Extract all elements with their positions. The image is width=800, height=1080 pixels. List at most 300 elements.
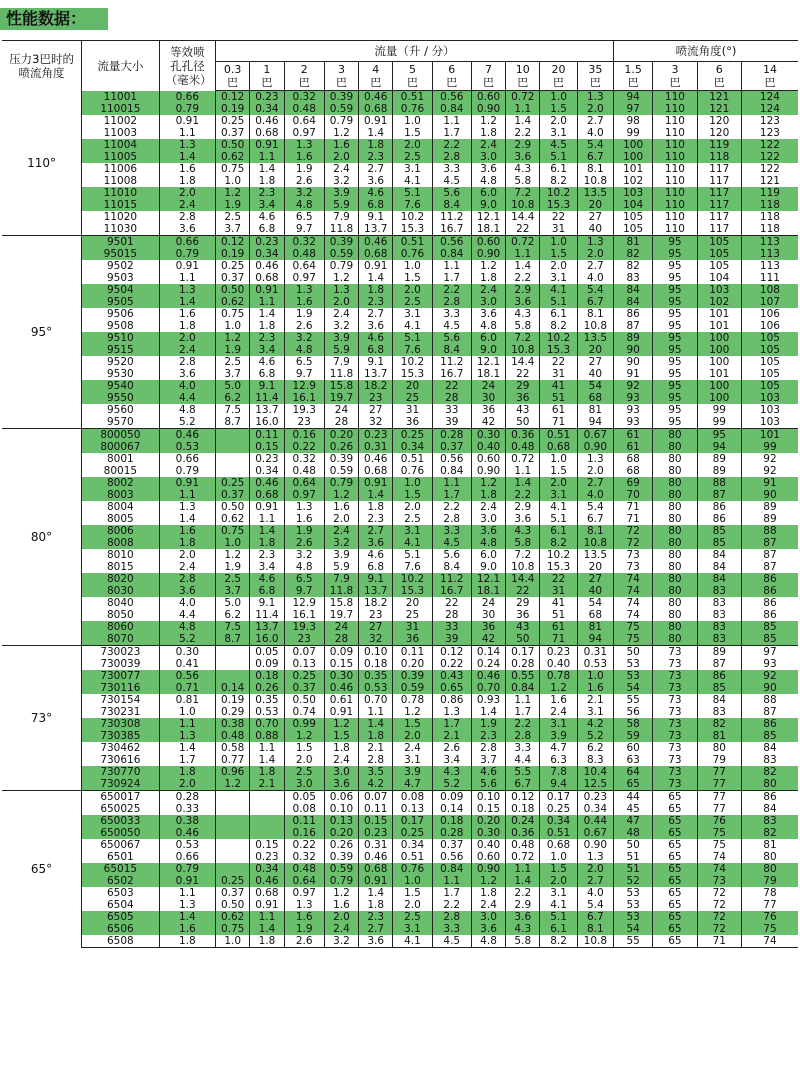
size-cell: 8006: [82, 525, 160, 537]
angle-cell: 86: [741, 573, 798, 585]
flow-cell: 0.23: [540, 646, 577, 659]
flow-cell: 1.2: [393, 706, 432, 718]
flow-cell: 3.0: [471, 513, 505, 525]
angle-cell: 123: [741, 115, 798, 127]
flow-cell: 3.1: [540, 272, 577, 284]
table-row: [2, 139, 798, 151]
flow-cell: 1.0: [216, 175, 250, 187]
flow-cell: 5.4: [577, 139, 613, 151]
table-row: [2, 368, 798, 380]
flow-cell: 0.59: [324, 103, 358, 115]
flow-cell: 10.2: [393, 573, 432, 585]
angle-cell: 95: [653, 368, 697, 380]
flow-cell: 0.34: [577, 803, 613, 815]
flow-cell: 3.9: [324, 332, 358, 344]
flow-cell: 36: [471, 621, 505, 633]
flow-cell: 20: [577, 561, 613, 573]
angle-cell: 80: [653, 465, 697, 477]
angle-cell: 65: [653, 935, 697, 948]
flow-cell: 0.51: [393, 236, 432, 249]
flow-cell: 0.56: [432, 453, 471, 465]
flow-cell: 5.4: [577, 284, 613, 296]
flow-cell: 0.84: [432, 863, 471, 875]
size-cell: 8003: [82, 489, 160, 501]
flow-cell: 15.3: [540, 344, 577, 356]
flow-cell: 0.90: [471, 863, 505, 875]
flow-cell: 4.8: [471, 537, 505, 549]
flow-cell: 16.1: [284, 392, 324, 404]
table-row: [2, 875, 798, 887]
angle-cell: 61: [614, 429, 653, 442]
flow-cell: 20: [393, 380, 432, 392]
size-cell: 730231: [82, 706, 160, 718]
angle-cell: 92: [741, 670, 798, 682]
orifice-cell: 2.8: [159, 356, 215, 368]
flow-cell: 22: [432, 380, 471, 392]
flow-cell: 0.10: [359, 646, 393, 659]
table-row: [2, 296, 798, 308]
flow-cell: 0.58: [216, 742, 250, 754]
angle-cell: 65: [653, 923, 697, 935]
table-row: [2, 923, 798, 935]
flow-cell: 36: [506, 609, 540, 621]
angle-cell: 84: [697, 561, 741, 573]
flow-cell: 3.7: [471, 754, 505, 766]
flow-cell: 7.2: [506, 549, 540, 561]
angle-cell: 118: [741, 199, 798, 211]
flow-cell: 16.1: [284, 609, 324, 621]
angle-cell: 65: [653, 911, 697, 923]
size-cell: 8010: [82, 549, 160, 561]
flow-cell: 19.7: [324, 392, 358, 404]
flow-cell: 1.8: [250, 175, 284, 187]
flow-cell: 1.6: [324, 139, 358, 151]
size-cell: 95015: [82, 248, 160, 260]
flow-cell: 0.97: [284, 127, 324, 139]
table-row: [2, 754, 798, 766]
table-row: [2, 344, 798, 356]
flow-cell: 0.14: [471, 646, 505, 659]
flow-cell: [216, 827, 250, 839]
flow-cell: 2.4: [540, 706, 577, 718]
flow-cell: 71: [540, 633, 577, 646]
flow-cell: 20: [577, 344, 613, 356]
flow-cell: 3.6: [359, 320, 393, 332]
flow-cell: 0.18: [359, 658, 393, 670]
flow-cell: 1.2: [216, 778, 250, 791]
flow-cell: 0.13: [324, 815, 358, 827]
angle-cell: 95: [653, 380, 697, 392]
angle-cell: 80: [653, 489, 697, 501]
table-row: [2, 211, 798, 223]
angle-cell: 105: [741, 368, 798, 380]
table-row: [2, 839, 798, 851]
flow-cell: 5.4: [577, 501, 613, 513]
header-flow-pressure: 10 巴: [506, 62, 540, 91]
flow-cell: 4.2: [577, 718, 613, 730]
angle-cell: 86: [741, 791, 798, 804]
angle-cell: 76: [697, 815, 741, 827]
table-row: [2, 260, 798, 272]
flow-cell: 0.97: [284, 272, 324, 284]
angle-cell: 72: [697, 911, 741, 923]
orifice-cell: 2.8: [159, 573, 215, 585]
angle-cell: 118: [741, 211, 798, 223]
orifice-cell: 0.66: [159, 91, 215, 104]
angle-cell: 110: [653, 115, 697, 127]
flow-cell: 2.8: [359, 754, 393, 766]
flow-cell: 0.53: [359, 682, 393, 694]
flow-cell: 13.5: [577, 332, 613, 344]
angle-cell: 95: [653, 356, 697, 368]
angle-cell: 101: [697, 320, 741, 332]
flow-cell: 0.51: [393, 851, 432, 863]
flow-cell: 12.1: [471, 356, 505, 368]
size-cell: 8060: [82, 621, 160, 633]
orifice-cell: 5.2: [159, 633, 215, 646]
flow-cell: 0.25: [216, 115, 250, 127]
flow-cell: 6.3: [540, 754, 577, 766]
angle-cell: 65: [653, 827, 697, 839]
angle-cell: 69: [614, 477, 653, 489]
flow-cell: 0.31: [359, 441, 393, 453]
flow-cell: 0.48: [284, 863, 324, 875]
flow-cell: 0.13: [284, 658, 324, 670]
header-angle: 压力3巴时的喷流角度: [2, 41, 82, 91]
flow-cell: 0.18: [250, 670, 284, 682]
flow-cell: 0.24: [471, 658, 505, 670]
angle-cell: 119: [741, 187, 798, 199]
angle-cell: 80: [653, 501, 697, 513]
orifice-cell: 0.79: [159, 248, 215, 260]
angle-cell: 71: [697, 935, 741, 948]
flow-cell: 9.4: [540, 778, 577, 791]
flow-cell: 2.5: [393, 911, 432, 923]
flow-cell: 4.1: [540, 501, 577, 513]
flow-cell: 2.2: [506, 489, 540, 501]
orifice-cell: 1.0: [159, 706, 215, 718]
angle-cell: 80: [653, 633, 697, 646]
table-row: [2, 827, 798, 839]
flow-cell: 10.2: [393, 356, 432, 368]
flow-cell: 1.3: [577, 236, 613, 249]
angle-cell: 105: [697, 260, 741, 272]
flow-cell: 5.4: [577, 899, 613, 911]
flow-cell: 2.2: [506, 718, 540, 730]
angle-cell: 97: [614, 103, 653, 115]
flow-cell: 11.2: [432, 356, 471, 368]
flow-cell: 0.75: [216, 525, 250, 537]
angle-cell: 92: [741, 453, 798, 465]
angle-cell: 54: [614, 682, 653, 694]
flow-cell: 1.8: [359, 730, 393, 742]
flow-cell: 0.51: [393, 453, 432, 465]
orifice-cell: 1.3: [159, 899, 215, 911]
angle-cell: 103: [741, 404, 798, 416]
table-row: [2, 537, 798, 549]
angle-cell: 100: [697, 356, 741, 368]
flow-cell: 4.1: [393, 320, 432, 332]
size-cell: 9505: [82, 296, 160, 308]
flow-cell: 3.3: [432, 525, 471, 537]
flow-cell: 0.46: [324, 682, 358, 694]
angle-cell: 99: [741, 441, 798, 453]
table-row: [2, 863, 798, 875]
flow-cell: 0.76: [393, 248, 432, 260]
orifice-cell: 4.8: [159, 621, 215, 633]
flow-cell: [216, 658, 250, 670]
flow-cell: 0.12: [506, 791, 540, 804]
flow-cell: 0.97: [284, 489, 324, 501]
flow-cell: 3.6: [359, 537, 393, 549]
flow-cell: 3.0: [471, 911, 505, 923]
flow-cell: 9.7: [284, 223, 324, 236]
table-row: [2, 453, 798, 465]
flow-cell: 11.2: [432, 211, 471, 223]
flow-cell: 4.1: [540, 899, 577, 911]
flow-cell: 8.1: [577, 308, 613, 320]
flow-cell: 23: [359, 609, 393, 621]
flow-cell: 3.2: [324, 175, 358, 187]
flow-cell: 1.0: [540, 851, 577, 863]
flow-cell: 2.2: [506, 887, 540, 899]
flow-cell: 0.11: [393, 646, 432, 659]
flow-cell: 0.12: [432, 646, 471, 659]
table-row: [2, 103, 798, 115]
flow-cell: 1.4: [471, 706, 505, 718]
table-row: [2, 392, 798, 404]
flow-cell: 2.4: [324, 308, 358, 320]
angle-cell: 91: [741, 477, 798, 489]
size-cell: 650050: [82, 827, 160, 839]
flow-cell: 3.1: [540, 489, 577, 501]
angle-cell: 65: [653, 887, 697, 899]
angle-cell: 75: [697, 827, 741, 839]
angle-cell: 50: [614, 839, 653, 851]
angle-cell: 58: [614, 718, 653, 730]
table-row: [2, 851, 798, 863]
angle-cell: 86: [697, 513, 741, 525]
size-cell: 730770: [82, 766, 160, 778]
flow-cell: [216, 839, 250, 851]
flow-cell: 3.6: [506, 513, 540, 525]
orifice-cell: 0.71: [159, 682, 215, 694]
flow-cell: 2.7: [359, 525, 393, 537]
flow-cell: 0.34: [393, 441, 432, 453]
flow-cell: 0.75: [216, 163, 250, 175]
flow-cell: 1.8: [250, 935, 284, 948]
flow-cell: 23: [284, 633, 324, 646]
angle-cell: 59: [614, 730, 653, 742]
flow-cell: 1.2: [471, 260, 505, 272]
flow-cell: 0.48: [216, 730, 250, 742]
size-cell: 650017: [82, 791, 160, 804]
flow-cell: 1.7: [506, 706, 540, 718]
flow-cell: 0.72: [506, 236, 540, 249]
flow-cell: 0.74: [284, 706, 324, 718]
flow-cell: 13.7: [359, 585, 393, 597]
table-row: [2, 248, 798, 260]
flow-cell: 2.2: [432, 284, 471, 296]
flow-cell: 0.78: [393, 694, 432, 706]
flow-cell: 6.0: [471, 549, 505, 561]
table-row: [2, 682, 798, 694]
flow-cell: 16.0: [250, 416, 284, 429]
flow-cell: 0.68: [250, 127, 284, 139]
angle-cell: 77: [697, 791, 741, 804]
angle-cell: 83: [697, 706, 741, 718]
flow-cell: 0.11: [250, 429, 284, 442]
angle-cell: 56: [614, 706, 653, 718]
orifice-cell: 0.30: [159, 646, 215, 659]
table-row: [2, 791, 798, 804]
angle-cell: 107: [741, 296, 798, 308]
flow-cell: 8.4: [432, 199, 471, 211]
angle-cell: 117: [697, 175, 741, 187]
flow-cell: 2.8: [432, 513, 471, 525]
flow-cell: 1.7: [432, 718, 471, 730]
flow-cell: 3.3: [432, 308, 471, 320]
flow-cell: 0.34: [250, 465, 284, 477]
flow-cell: 0.39: [324, 453, 358, 465]
flow-cell: 0.40: [471, 441, 505, 453]
flow-cell: 0.40: [540, 658, 577, 670]
flow-cell: 5.2: [577, 730, 613, 742]
orifice-cell: 0.38: [159, 815, 215, 827]
size-cell: 730023: [82, 646, 160, 659]
flow-cell: 15.3: [393, 368, 432, 380]
flow-cell: 29: [506, 380, 540, 392]
flow-cell: 24: [471, 380, 505, 392]
flow-cell: 0.51: [393, 91, 432, 104]
size-cell: 8004: [82, 501, 160, 513]
angle-cell: 87: [741, 561, 798, 573]
table-row: [2, 91, 798, 104]
size-cell: 9550: [82, 392, 160, 404]
flow-cell: [216, 646, 250, 659]
flow-cell: 6.5: [284, 356, 324, 368]
angle-cell: 81: [741, 839, 798, 851]
flow-cell: 0.34: [540, 815, 577, 827]
angle-cell: 89: [741, 513, 798, 525]
flow-cell: 1.1: [506, 694, 540, 706]
flow-cell: 1.1: [506, 465, 540, 477]
flow-cell: 5.6: [471, 778, 505, 791]
angle-cell: 71: [614, 501, 653, 513]
flow-cell: 36: [393, 416, 432, 429]
flow-cell: 1.4: [359, 718, 393, 730]
flow-cell: 0.37: [432, 839, 471, 851]
flow-cell: 1.2: [216, 549, 250, 561]
flow-cell: 0.16: [284, 827, 324, 839]
page-title: 性能数据：: [6, 9, 87, 28]
orifice-cell: 4.4: [159, 392, 215, 404]
flow-cell: 2.9: [506, 139, 540, 151]
flow-cell: 3.6: [471, 525, 505, 537]
flow-cell: 0.29: [216, 706, 250, 718]
flow-cell: 1.5: [393, 718, 432, 730]
table-row: [2, 236, 798, 249]
table-row: [2, 465, 798, 477]
angle-cell: 111: [741, 272, 798, 284]
flow-cell: 0.10: [324, 803, 358, 815]
flow-cell: 0.67: [577, 827, 613, 839]
flow-cell: 19.3: [284, 404, 324, 416]
angle-cell: 121: [741, 175, 798, 187]
flow-cell: 3.6: [506, 296, 540, 308]
flow-cell: 1.8: [471, 489, 505, 501]
orifice-cell: 0.46: [159, 827, 215, 839]
flow-cell: 8.2: [540, 320, 577, 332]
flow-cell: 0.50: [216, 284, 250, 296]
size-cell: 11008: [82, 175, 160, 187]
flow-cell: 18.1: [471, 585, 505, 597]
flow-cell: [216, 429, 250, 442]
performance-table: [2, 40, 798, 948]
size-cell: 6508: [82, 935, 160, 948]
angle-cell: 75: [741, 923, 798, 935]
flow-cell: 6.0: [471, 332, 505, 344]
flow-cell: 4.8: [471, 935, 505, 948]
size-cell: 730039: [82, 658, 160, 670]
orifice-cell: 0.66: [159, 236, 215, 249]
flow-cell: 2.3: [250, 332, 284, 344]
title-bar: [0, 0, 800, 36]
angle-cell: 122: [741, 163, 798, 175]
angle-cell: 85: [741, 730, 798, 742]
flow-cell: 0.53: [577, 658, 613, 670]
flow-cell: 0.28: [432, 429, 471, 442]
flow-cell: 0.64: [284, 477, 324, 489]
angle-cell: 77: [697, 803, 741, 815]
angle-cell: 120: [697, 115, 741, 127]
flow-cell: 0.30: [471, 827, 505, 839]
angle-cell: 100: [614, 139, 653, 151]
flow-cell: 3.1: [393, 923, 432, 935]
flow-cell: 0.09: [250, 658, 284, 670]
flow-cell: 0.20: [324, 827, 358, 839]
flow-cell: 12.9: [284, 597, 324, 609]
flow-cell: 0.59: [393, 682, 432, 694]
flow-cell: 1.2: [324, 489, 358, 501]
angle-cell: 110: [653, 175, 697, 187]
flow-cell: 94: [577, 416, 613, 429]
flow-cell: 10.8: [506, 344, 540, 356]
orifice-cell: 1.1: [159, 718, 215, 730]
header-flow-pressure: 1 巴: [250, 62, 284, 91]
flow-cell: 0.68: [250, 272, 284, 284]
flow-cell: 0.51: [540, 827, 577, 839]
angle-cell: 93: [741, 658, 798, 670]
table-row: [2, 513, 798, 525]
flow-cell: 1.0: [540, 236, 577, 249]
flow-cell: 1.9: [284, 163, 324, 175]
angle-cell: 87: [741, 706, 798, 718]
angle-group-label: 110°: [27, 155, 56, 170]
table-row: [2, 646, 798, 659]
flow-cell: 5.1: [540, 296, 577, 308]
flow-cell: 0.39: [393, 670, 432, 682]
angle-cell: 82: [741, 766, 798, 778]
flow-cell: 0.56: [432, 851, 471, 863]
flow-cell: 12.9: [284, 380, 324, 392]
flow-cell: 30: [471, 609, 505, 621]
flow-cell: 8.1: [577, 923, 613, 935]
angle-cell: 113: [741, 236, 798, 249]
flow-cell: 2.6: [432, 742, 471, 754]
flow-cell: 4.8: [284, 561, 324, 573]
orifice-cell: 1.4: [159, 296, 215, 308]
